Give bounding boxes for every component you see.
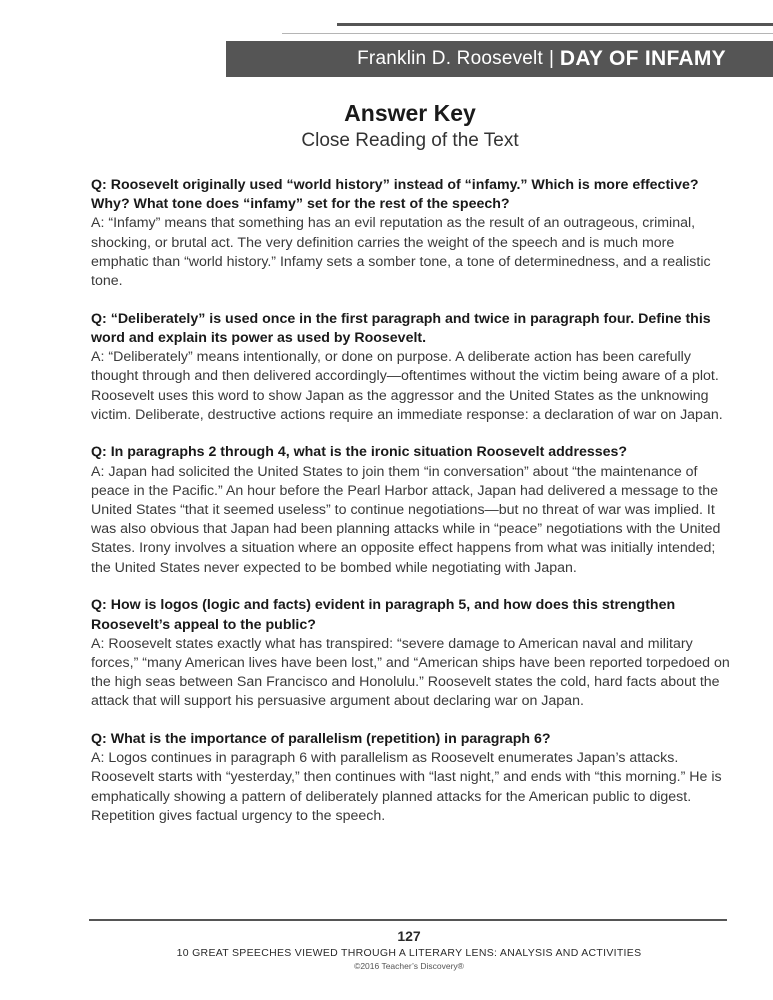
- question-label: Q: [91, 444, 103, 461]
- question: Q: What is the importance of parallelism (repetition) in paragraph 6?: [91, 731, 551, 748]
- question: Q: Roosevelt originally used “world history” instead of “infamy.” Which is more effective? Why? What tone does “infamy” set for the rest of the speech?: [91, 177, 699, 213]
- qa-item-3: [91, 443, 731, 577]
- header-rule-thin: [282, 33, 773, 34]
- header-separator: |: [548, 48, 554, 69]
- answer: A: Roosevelt states exactly what has transpired: “severe damage to American naval and military forces,” “many American lives have been lost,” and “American ships have been reported torpedoed on the high seas between San Francisco and Honolulu.” Roosevelt states the cold, hard facts about the attack that will support his persuasive argument about declaring war on Japan.: [91, 635, 730, 710]
- question-label: Q: [91, 310, 103, 327]
- qa-item-2: [91, 310, 731, 425]
- question: Q: “Deliberately” is used once in the first paragraph and twice in paragraph four. Define this word and explain its power as used by Roosevelt.: [91, 310, 711, 346]
- title-block: [0, 98, 773, 154]
- question-text: In paragraphs 2 through 4, what is the ironic situation Roosevelt addresses?: [110, 444, 628, 461]
- header-speech-title: DAY OF INFAMY: [559, 47, 726, 70]
- page-title: Answer Key: [344, 100, 476, 126]
- question-text: “Deliberately” is used once in the first paragraph and twice in paragraph four. Define this word and explain its power as used by Roosevelt.: [91, 310, 711, 346]
- answer: A: Japan had solicited the United States to join them “in conversation” about “the maintenance of peace in the Pacific.” An hour before the Pearl Harbor attack, Japan had delivered a message to the United States “that it seemed useless” to continue negotiations—but no threat of war was implied. It was also obvious that Japan had been planning attacks while in “peace” negotiations with the United States. Irony involves a situation where an opposite effect happens from what was initially intended; the United States never expected to be bombed while negotiating with Japan.: [91, 463, 721, 576]
- answer: A: Logos continues in paragraph 6 with parallelism as Roosevelt enumerates Japan’s attacks. Roosevelt starts with “yesterday,” then continues with “last night,” and ends with “this morning.” He is emphatically showing a pattern of deliberately planned attacks for the American public to digest. Repetition gives factual urgency to the speech.: [91, 750, 722, 824]
- question-text: What is the importance of parallelism (repetition) in paragraph 6?: [110, 731, 551, 748]
- page-subtitle: Close Reading of the Text: [301, 130, 519, 151]
- book-title: 10 GREAT SPEECHES VIEWED THROUGH A LITERARY LENS: ANALYSIS AND ACTIVITIES: [176, 947, 642, 959]
- header-author: Franklin D. Roosevelt: [357, 48, 543, 69]
- question-text: How is logos (logic and facts) evident in paragraph 5, and how does this strengthen Roosevelt’s appeal to the public?: [91, 597, 676, 633]
- question-label: Q: [91, 597, 103, 614]
- question-label: Q: [91, 177, 103, 193]
- page-number: 127: [397, 928, 421, 944]
- answer: A: “Deliberately” means intentionally, or done on purpose. A deliberate action has been carefully thought through and then delivered accordingly—oftentimes without the victim being aware of a plot. Roosevelt uses this word to show Japan as the aggressor and the United States as the unknowing victim. Deliberate, destructive actions require an immediate response: a declaration of war on Japan.: [91, 349, 723, 423]
- qa-item-4: [91, 596, 731, 711]
- answer: A: “Infamy” means that something has an evil reputation as the result of an outrageous, criminal, shocking, or brutal act. The very definition carries the weight of the speech and is much more emphatic than “world history.” Infamy sets a somber tone, a tone of determinedness, and a realistic tone.: [91, 215, 711, 290]
- qa-item-5: [91, 730, 731, 826]
- question: Q: In paragraphs 2 through 4, what is the ironic situation Roosevelt addresses?: [91, 444, 628, 461]
- footer-rule: [89, 919, 727, 921]
- question: Q: How is logos (logic and facts) evident in paragraph 5, and how does this strengthen Roosevelt’s appeal to the public?: [91, 597, 676, 633]
- copyright-notice: ©2016 Teacher’s Discovery®: [354, 961, 464, 971]
- answer-key-content: [91, 176, 731, 845]
- qa-item-1: [91, 176, 731, 291]
- header-rule-thick: [337, 23, 773, 26]
- question-text: Roosevelt originally used “world history” instead of “infamy.” Which is more effective? Why? What tone does “infamy” set for the rest of the speech?: [91, 177, 699, 213]
- page-footer: [89, 926, 729, 972]
- running-header: [226, 41, 773, 77]
- question-label: Q: [91, 731, 103, 748]
